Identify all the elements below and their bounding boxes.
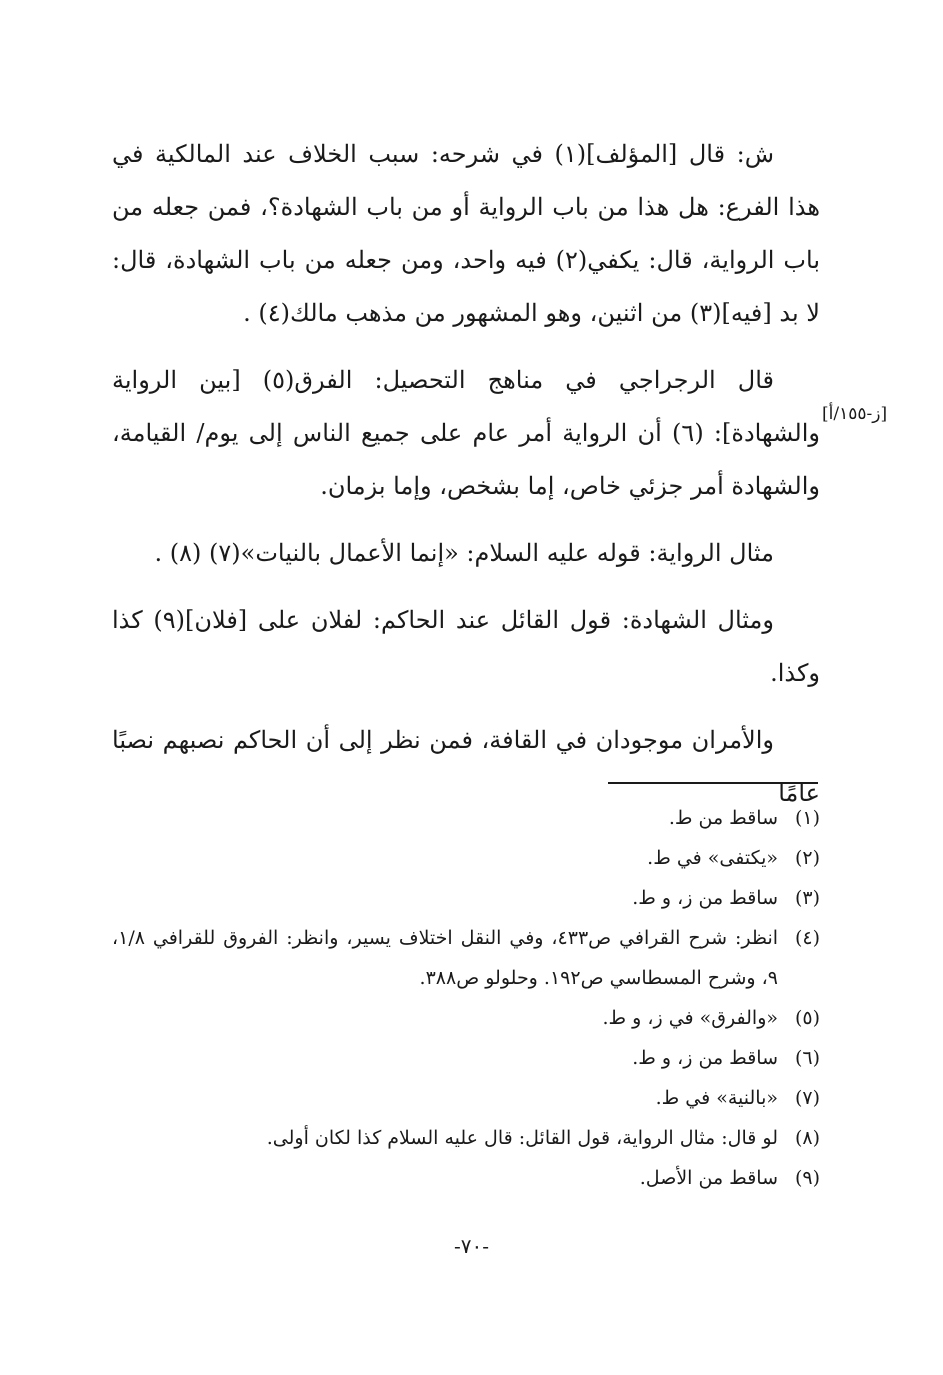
footnote-text: «والفرق» في ز، و ط. — [602, 1007, 778, 1029]
footnote-text: ساقط من الأصل. — [639, 1167, 778, 1189]
footnote-item — [112, 1158, 820, 1198]
footnote-item — [112, 998, 820, 1038]
footnote-text: ساقط من ز، و ط. — [632, 887, 778, 909]
paragraph-qafa: والأمران موجودان في القافة، فمن نظر إلى أن الحاكم نصبهم نصبًا عامًا — [112, 726, 820, 807]
footnote-number: (٢) — [794, 847, 820, 869]
manuscript-folio-marker: [ز-١٥٥/أ] — [822, 404, 888, 424]
paragraph-shahada-example: ومثال الشهادة: قول القائل عند الحاكم: لفلان على [فلان](٩) كذا وكذا. — [112, 606, 820, 687]
paragraph-commentary: ش: قال [المؤلف](١) في شرحه: سبب الخلاف عند المالكية في هذا الفرع: هل هذا من باب الرواية أو من باب الشهادة؟، فمن جعله من باب الرواية، قال: يكفي(٢) فيه واحد، ومن جعله من باب الشهادة، قال: لا بد [فيه](٣) من اثنين، وهو المشهور من مذهب مالك(٤) . — [112, 140, 820, 327]
paragraph-rajraji-quote: قال الرجراجي في مناهج التحصيل: الفرق(٥) [بين الرواية والشهادة]: (٦) أن الرواية أمر عام على جميع الناس إلى يوم/ القيامة، والشهادة أمر جزئي خاص، إما بشخص، وإما بزمان. — [112, 366, 820, 500]
page-number: -٧٠- — [453, 1234, 489, 1258]
footnote-text: انظر: شرح القرافي ص٤٣٣، وفي النقل اختلاف يسير، وانظر: الفروق للقرافي ١/٨، ٩، وشرح المسطاسي ص١٩٢. وحلولو ص٣٨٨. — [112, 927, 779, 989]
footnote-number: (٩) — [794, 1167, 820, 1189]
footnote-number: (٧) — [794, 1087, 820, 1109]
footnote-text: ساقط من ز، و ط. — [632, 1047, 778, 1069]
paragraph-riwaya-example: مثال الرواية: قوله عليه السلام: «إنما الأعمال بالنيات»(٧) (٨) . — [154, 539, 774, 567]
footnote-item — [112, 838, 820, 878]
footnote-number: (٦) — [794, 1047, 820, 1069]
footnote-number: (٤) — [794, 927, 820, 949]
footnote-separator — [608, 782, 818, 784]
footnote-text: «بالنية» في ط. — [655, 1087, 778, 1109]
footnote-text: لو قال: مثال الرواية، قول القائل: قال عليه السلام كذا لكان أولى. — [266, 1127, 778, 1149]
main-text-body — [112, 128, 820, 834]
footnote-text: ساقط من ط. — [668, 807, 778, 829]
footnote-item — [112, 1078, 820, 1118]
footnotes-list — [112, 798, 820, 1198]
footnote-item — [112, 918, 820, 998]
footnote-number: (٨) — [794, 1127, 820, 1149]
footnote-item — [112, 1038, 820, 1078]
footnote-item — [112, 1118, 820, 1158]
footnote-number: (٥) — [794, 1007, 820, 1029]
footnote-number: (١) — [794, 807, 820, 829]
footnote-number: (٣) — [794, 887, 820, 909]
footnote-item — [112, 878, 820, 918]
footnote-text: «يكتفى» في ط. — [647, 847, 778, 869]
footnote-item — [112, 798, 820, 838]
